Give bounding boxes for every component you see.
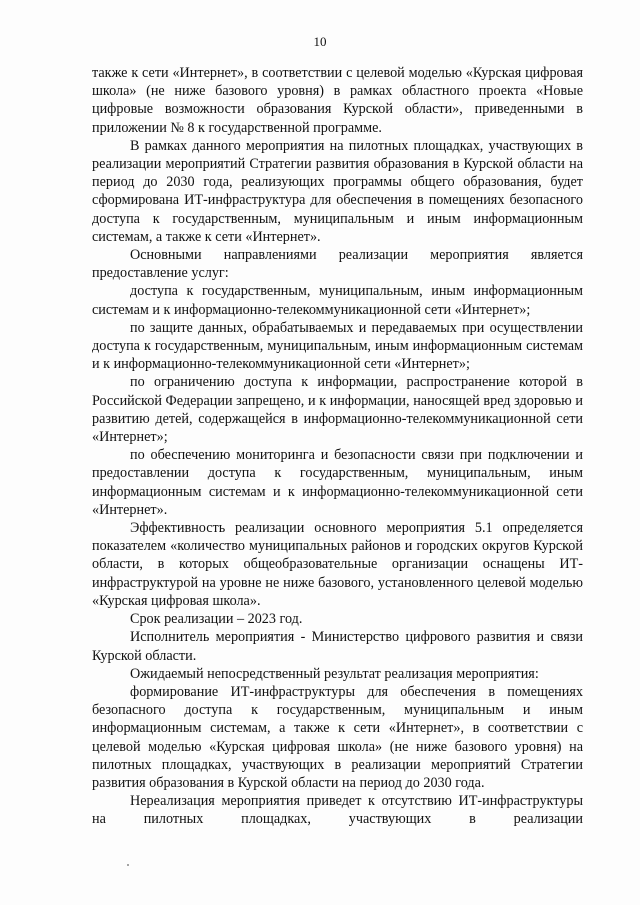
paragraph-infrastructure-formation: формирование ИТ-инфраструктуры для обеспечения в помещениях безопасного доступа к государственным, муниципальным и иным информационным системам, а также к сети «Интернет», в соответствии с целевой моделью «Курская цифровая школа» (не ниже базового уровня) на пилотных площадках, участвующих в реализации мероприятий Стратегии развития образования в Курской области на период до 2030 года. (92, 683, 583, 791)
paragraph-continuation: также к сети «Интернет», в соответствии с целевой моделью «Курская цифровая школа» (не ниже базового уровня) в рамках областного проекта «Новые цифровые возможности образования Курской области», приведенными в приложении № 8 к государственной программе. (92, 65, 583, 136)
paragraph-pilot-sites: В рамках данного мероприятия на пилотных площадках, участвующих в реализации мероприятий Стратегии развития образования в Курской области на период до 2030 года, реализующих программы общего образования, будет сформирована ИТ-инфраструктура для обеспечения в помещениях безопасного доступа к государственным, муниципальным и иным информационным системам, а также к сети «Интернет». (92, 137, 583, 245)
paragraph-effectiveness: Эффективность реализации основного мероприятия 5.1 определяется показателем «количество муниципальных районов и городских округов Курской области, в которых общеобразовательные организации оснащены ИТ-инфраструктурой на уровне не ниже базового, установленного целевой моделью «Курская цифровая школа». (92, 520, 583, 609)
paragraph-deadline: Срок реализации – 2023 год. (130, 611, 303, 628)
list-item-access: доступа к государственным, муниципальным, иным информационным системам и к информационно-телекоммуникационной сети «Интернет»; (92, 283, 583, 318)
paragraph-executor: Исполнитель мероприятия - Министерство цифрового развития и связи Курской области. (92, 629, 583, 664)
list-item-data-protection: по защите данных, обрабатываемых и передаваемых при осуществлении доступа к государственным, муниципальным, иным информационным системам и к информационно-телекоммуникационной сети «Интернет»; (92, 319, 583, 373)
paragraph-main-directions: Основными направлениями реализации мероприятия является предоставление услуг: (92, 247, 583, 282)
scan-artifact-dot (127, 864, 129, 866)
list-item-access-restriction: по ограничению доступа к информации, распространение которой в Российской Федерации запрещено, и к информации, наносящей вред здоровью и развитию детей, содержащейся в информационно-телекоммуникационной сети «Интернет»; (92, 374, 583, 446)
page-number: 10 (313, 34, 327, 49)
paragraph-expected-result: Ожидаемый непосредственный результат реализация мероприятия: (130, 665, 539, 682)
document-body (92, 64, 583, 829)
list-item-monitoring: по обеспечению мониторинга и безопасности связи при подключении и предоставлении доступа к государственным, муниципальным, иным информационным системам и к информационно-телекоммуникационной сети «Интернет». (92, 447, 583, 518)
paragraph-non-implementation: Нереализация мероприятия приведет к отсутствию ИТ-инфраструктуры на пилотных площадках, участвующих в реализации (92, 793, 583, 828)
